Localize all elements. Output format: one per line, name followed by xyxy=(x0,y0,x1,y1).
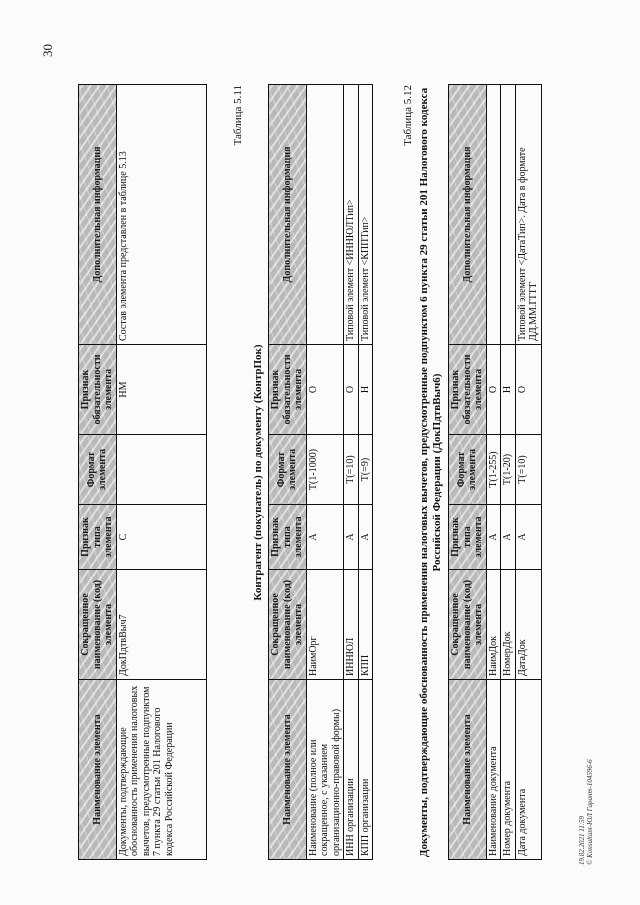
cell-required: О xyxy=(515,345,541,435)
cell-info: Типовой элемент <ДатаТип>. Дата в формате ДД.ММ.ГГГГ xyxy=(515,85,541,345)
header-required: Признак обязательности элемента xyxy=(449,345,487,435)
cell-required: Н xyxy=(501,345,516,435)
cell-name: Наименование документа xyxy=(486,680,501,860)
cell-type: А xyxy=(344,505,359,570)
footer-line-2: © Konsultant-ЮЛ Гарант-104596-6 xyxy=(586,759,594,865)
cell-code: КПП xyxy=(358,570,373,680)
table-header-row xyxy=(79,85,117,860)
cell-info xyxy=(306,85,344,345)
header-name: Наименование элемента xyxy=(79,680,117,860)
cell-required: Н xyxy=(358,345,373,435)
table-512 xyxy=(448,84,542,860)
cell-code: НаимОрг xyxy=(306,570,344,680)
cell-type: А xyxy=(358,505,373,570)
footer-line-1: 19.02.2021 11:59 xyxy=(578,815,586,865)
header-type: Признак типа элемента xyxy=(269,505,307,570)
header-info: Дополнительная информация xyxy=(79,85,117,345)
cell-format: T(1-1000) xyxy=(306,435,344,505)
header-type: Признак типа элемента xyxy=(79,505,117,570)
header-type: Признак типа элемента xyxy=(449,505,487,570)
cell-name: Документы, подтверждающие обоснованность применения налоговых вычетов, предусмотренные подпунктом 7 пункта 29 статьи 201 Налогового кодекса Российской Федерации xyxy=(116,680,206,860)
cell-required: О xyxy=(344,345,359,435)
footer-stamp xyxy=(578,665,594,865)
cell-format: T(=9) xyxy=(358,435,373,505)
cell-required: О xyxy=(306,345,344,435)
cell-code: НомерДок xyxy=(501,570,516,680)
cell-format: T(=10) xyxy=(344,435,359,505)
cell-format xyxy=(116,435,206,505)
cell-info: Состав элемента представлен в таблице 5.13 xyxy=(116,85,206,345)
cell-required: НМ xyxy=(116,345,206,435)
page-number: 30 xyxy=(40,44,55,57)
cell-code: ИННЮЛ xyxy=(344,570,359,680)
header-name: Наименование элемента xyxy=(269,680,307,860)
table-512-caption: Таблица 5.12 xyxy=(402,85,414,146)
table-header-row xyxy=(449,85,487,860)
header-format: Формат элемента xyxy=(79,435,117,505)
header-format: Формат элемента xyxy=(269,435,307,505)
table-row xyxy=(358,85,373,860)
header-info: Дополнительная информация xyxy=(269,85,307,345)
table-top xyxy=(78,84,207,860)
cell-code: НаимДок xyxy=(486,570,501,680)
table-511 xyxy=(268,84,373,860)
table-row xyxy=(306,85,344,860)
table-row xyxy=(344,85,359,860)
cell-format: T(1-20) xyxy=(501,435,516,505)
cell-info: Типовой элемент <ИННЮЛТип> xyxy=(344,85,359,345)
header-required: Признак обязательности элемента xyxy=(269,345,307,435)
table-header-row xyxy=(269,85,307,860)
cell-type: А xyxy=(306,505,344,570)
cell-name: Номер документа xyxy=(501,680,516,860)
table-511-caption: Таблица 5.11 xyxy=(232,85,244,146)
cell-type: А xyxy=(515,505,541,570)
header-code: Сокращенное наименование (код) элемента xyxy=(269,570,307,680)
cell-type: А xyxy=(501,505,516,570)
cell-info xyxy=(501,85,516,345)
cell-name: ИНН организации xyxy=(344,680,359,860)
header-code: Сокращенное наименование (код) элемента xyxy=(79,570,117,680)
table-row xyxy=(486,85,501,860)
table-row xyxy=(501,85,516,860)
cell-info: Типовой элемент <КППТип> xyxy=(358,85,373,345)
cell-code: ДатаДок xyxy=(515,570,541,680)
cell-name: КПП организации xyxy=(358,680,373,860)
cell-name: Дата документа xyxy=(515,680,541,860)
table-512-title: Документы, подтверждающие обоснованность применения налоговых вычетов, предусмотренные подпунктом 6 пункта 29 статьи 201 Налогового кодекса Российской Федерации (ДокПдтвВыч6) xyxy=(418,87,443,858)
cell-info xyxy=(486,85,501,345)
cell-type: А xyxy=(486,505,501,570)
cell-code: ДокПдтвВыч7 xyxy=(116,570,206,680)
cell-type: С xyxy=(116,505,206,570)
header-name: Наименование элемента xyxy=(449,680,487,860)
cell-format: T(=10) xyxy=(515,435,541,505)
table-row xyxy=(116,85,206,860)
cell-required: О xyxy=(486,345,501,435)
header-required: Признак обязательности элемента xyxy=(79,345,117,435)
header-info: Дополнительная информация xyxy=(449,85,487,345)
table-row xyxy=(515,85,541,860)
table-511-title: Контрагент (покупатель) по документу (КонтрПок) xyxy=(252,344,264,601)
cell-name: Наименование (полное или сокращенное, с указанием организационно-правовой формы) xyxy=(306,680,344,860)
header-format: Формат элемента xyxy=(449,435,487,505)
cell-format: T(1-255) xyxy=(486,435,501,505)
header-code: Сокращенное наименование (код) элемента xyxy=(449,570,487,680)
